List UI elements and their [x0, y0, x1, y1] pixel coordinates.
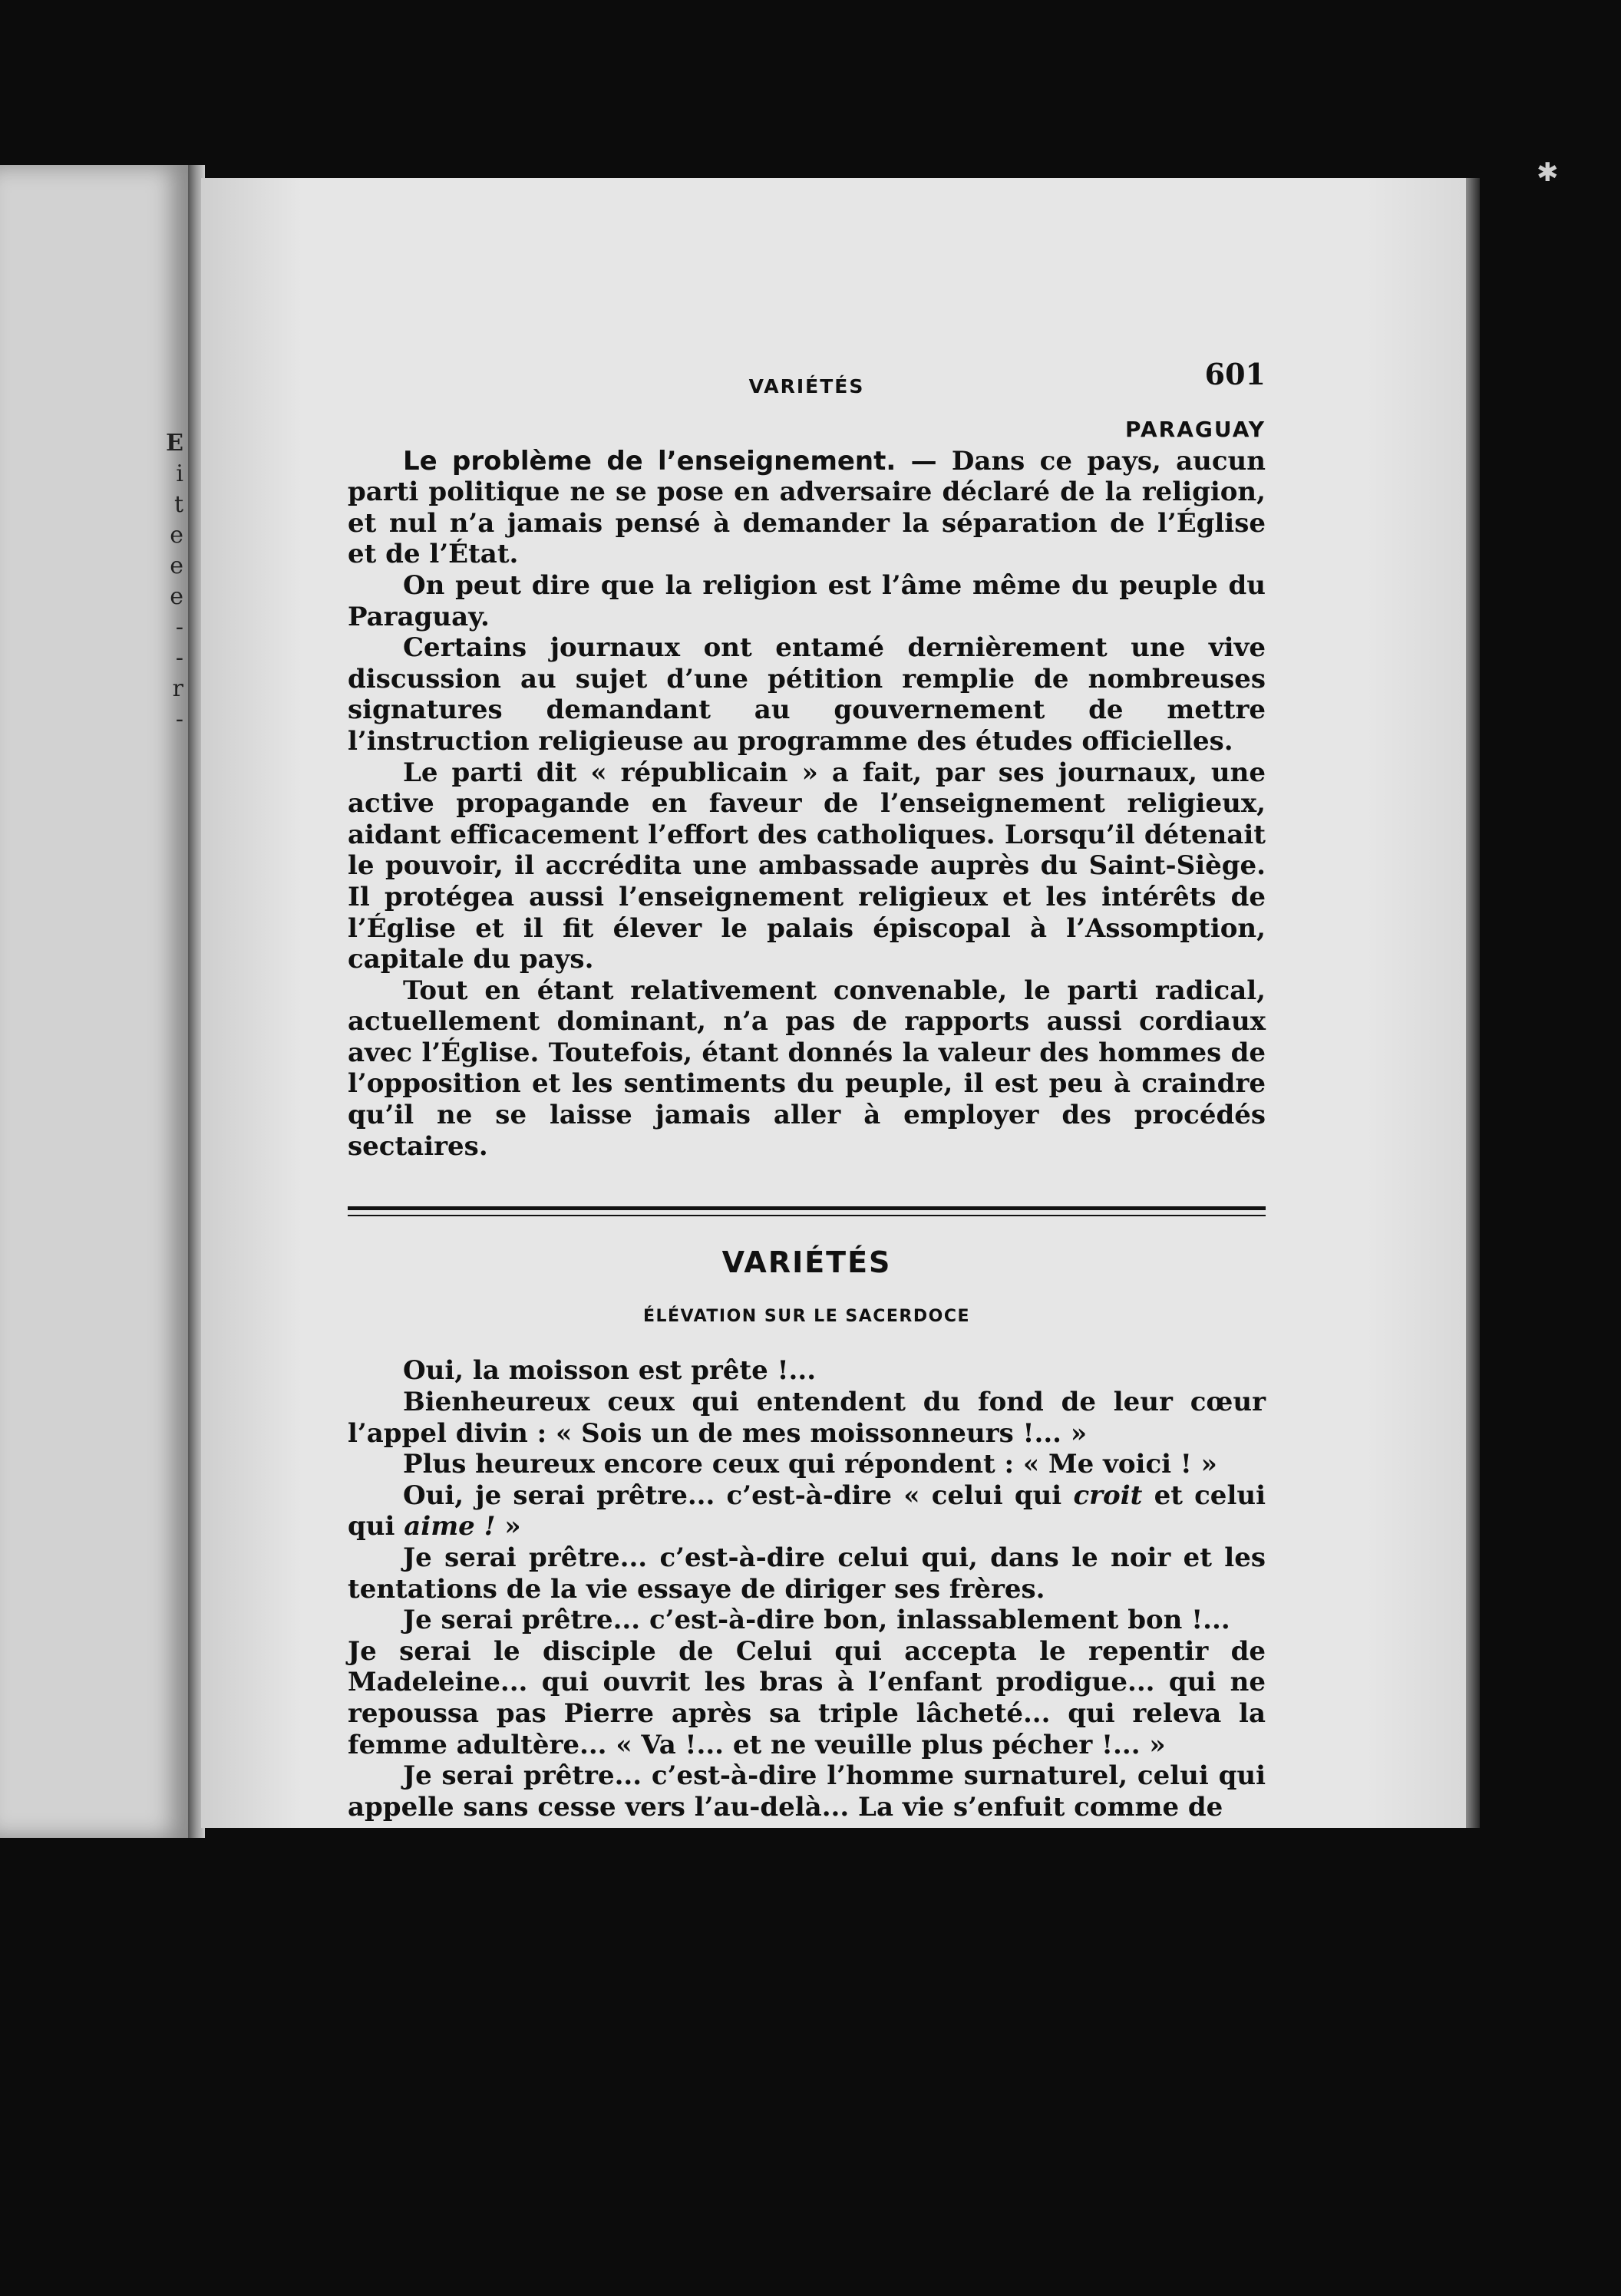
paragraph: Je serai le disciple de Celui qui accepta le repentir de Madeleine... qui ouvrit les bras à l’enfant prodigue... qui ne repoussa pas Pierre après sa triple lâcheté... qui releva la femme adultère... « Va !... et ne veuille plus pécher !... »	[348, 1635, 1266, 1760]
paragraph: Plus heureux encore ceux qui répondent : « Me voici ! »	[403, 1449, 1217, 1480]
paragraph: Je serai prêtre... c’est-à-dire bon, inlassablement bon !...	[403, 1605, 1230, 1636]
section-heading-paraguay: PARAGUAY	[1125, 417, 1266, 442]
paragraph: Tout en étant relativement convenable, le parti radical, actuellement dominant, n’a pas de rapports aussi cordiaux avec l’Église. Toutefois, étant donnés la valeur des hommes de l’opposition et les sentiments du peuple, il est peu à craindre qu’il ne se laisse jamais aller à employer des procédés sectaires.	[348, 975, 1266, 1162]
facing-page-fragment	[0, 165, 188, 1838]
section-title-varietes: VARIÉTÉS	[721, 1245, 892, 1280]
fragment-letter: r	[172, 675, 183, 702]
fragment-letter: e	[170, 583, 183, 610]
paragraph: Bienheureux ceux qui entendent du fond de leur cœur l’appel divin : « Sois un de mes moissonneurs !... »	[348, 1387, 1266, 1449]
text-run: et celui qui	[348, 1480, 1266, 1542]
italic-word: croit	[1073, 1480, 1143, 1511]
fragment-letter: e	[170, 522, 183, 549]
page-text-block	[348, 355, 1266, 1823]
paragraph	[348, 446, 1266, 570]
fragment-letter: -	[175, 645, 183, 671]
text-run: »	[495, 1511, 521, 1542]
running-head	[348, 355, 1266, 396]
fragment-letter: e	[170, 553, 183, 579]
paragraph-lead: Le problème de l’enseignement.	[403, 445, 896, 477]
paragraph-text: — Dans ce pays, aucun parti politique ne se pose en adversaire déclaré de la religion, et nul n’a jamais pensé à demander la séparation de l’Église et de l’État.	[348, 445, 1266, 570]
fragment-letter: E	[166, 430, 183, 457]
paragraph: Je serai prêtre... c’est-à-dire celui qui, dans le noir et les tentations de la vie essaye de diriger ses frères.	[348, 1542, 1266, 1605]
paragraph: Certains journaux ont entamé dernièrement une vive discussion au sujet d’une pétition remplie de nombreuses signatures demandant au gouvernement de mettre l’instruction religieuse au programme des études officielles.	[348, 632, 1266, 757]
fragment-letter: t	[173, 491, 183, 518]
italic-word: aime !	[404, 1511, 496, 1542]
page-edge-shadow	[1466, 178, 1480, 1828]
fragment-letter: -	[175, 614, 183, 641]
fragment-letter: -	[175, 706, 183, 733]
paragraph	[348, 1480, 1266, 1542]
paragraph: Je serai prêtre... c’est-à-dire l’homme surnaturel, celui qui appelle sans cesse vers l’au-delà... La vie s’enfuit comme de	[348, 1760, 1266, 1823]
fragment-letter: i	[176, 460, 183, 487]
section-divider	[348, 1206, 1266, 1216]
text-run: Oui, je serai prêtre... c’est-à-dire « celui qui	[403, 1480, 1074, 1511]
article-title: ÉLÉVATION SUR LE SACERDOCE	[642, 1306, 971, 1326]
paragraph: Le parti dit « républicain » a fait, par ses journaux, une active propagande en faveur de l’enseignement religieux, aidant efficacement l’effort des catholiques. Lorsqu’il détenait le pouvoir, il accrédita une ambassade auprès du Saint-Siège. Il protégea aussi l’enseignement religieux et les intérêts de l’Église et il fit élever le palais épiscopal à l’Assomption, capitale du pays.	[348, 757, 1266, 975]
page-number: 601	[1204, 357, 1266, 391]
running-head-title: VARIÉTÉS	[748, 375, 865, 398]
film-mark: ✱	[1537, 157, 1559, 188]
paragraph: Oui, la moisson est prête !...	[403, 1355, 817, 1387]
paragraph: On peut dire que la religion est l’âme même du peuple du Paraguay.	[348, 569, 1266, 632]
